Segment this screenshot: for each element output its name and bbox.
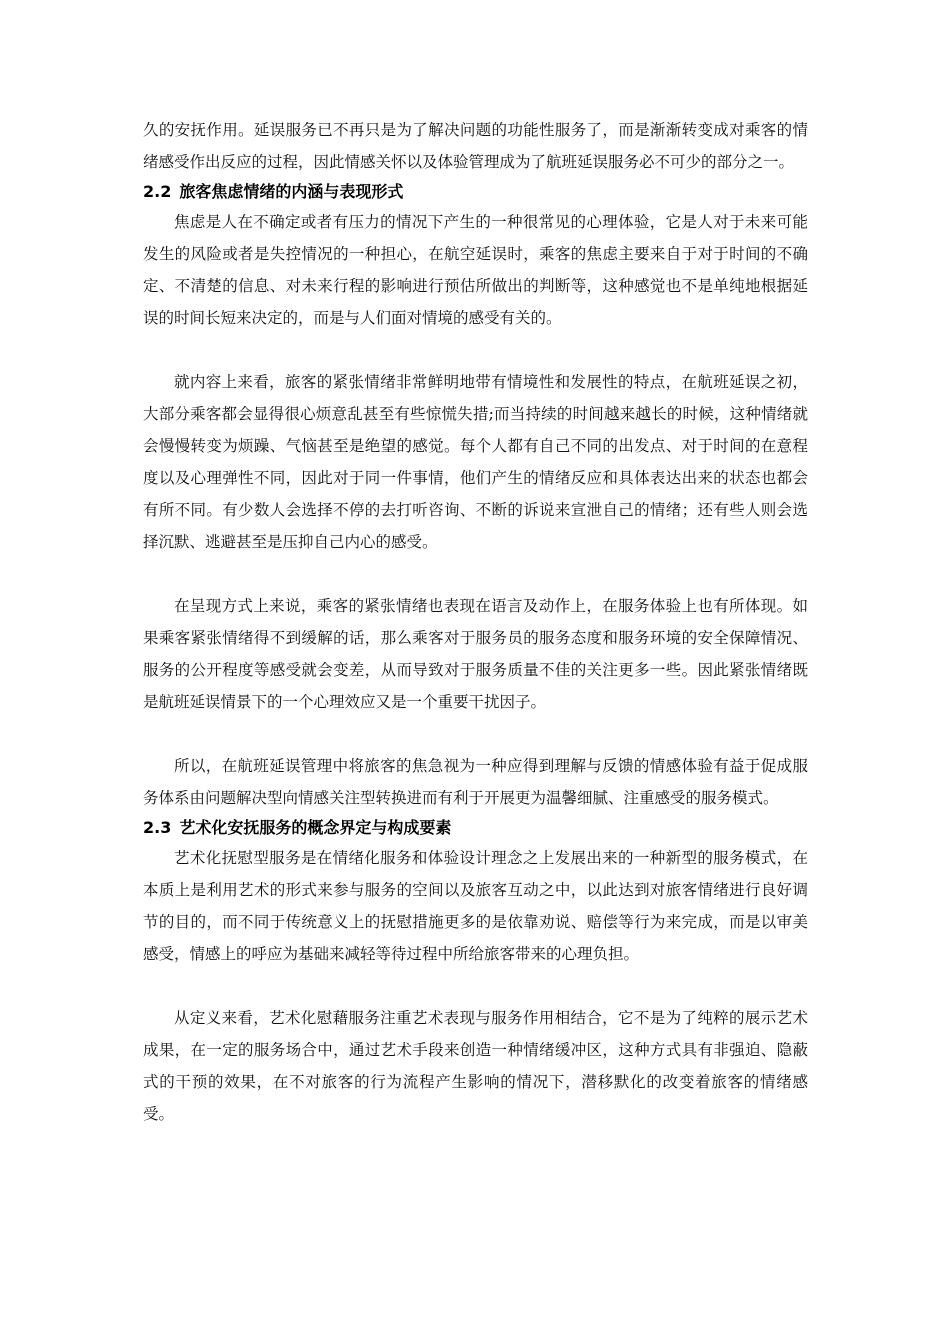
section-2-3-number: 2.3 bbox=[143, 818, 172, 837]
paragraph-spacer bbox=[143, 558, 808, 590]
section-2-3-paragraph-1: 艺术化抚慰型服务是在情绪化服务和体验设计理念之上发展出来的一种新型的服务模式，在本质上是利用艺术的形式来参与服务的空间以及旅客互动之中，以此达到对旅客情绪进行良好调节的目的，而不同于传统意义上的抚慰措施更多的是依靠劝说、赔偿等行为来完成，而是以审美感受，情感上的呼应为基础来减轻等待过程中所给旅客带来的心理负担。 bbox=[143, 849, 808, 963]
section-2-2-heading bbox=[143, 178, 808, 206]
intro-continuation-paragraph: 久的安抚作用。延误服务已不再只是为了解决问题的功能性服务了，而是渐渐转变成对乘客的情绪感受作出反应的过程，因此情感关怀以及体验管理成为了航班延误服务必不可少的部分之一。 bbox=[143, 121, 808, 171]
paragraph-spacer bbox=[143, 970, 808, 1002]
section-2-2-paragraph-2: 就内容上来看，旅客的紧张情绪非常鲜明地带有情境性和发展性的特点，在航班延误之初，大部分乘客都会显得很心烦意乱甚至有些惊慌失措;而当持续的时间越来越长的时候，这种情绪就会慢慢转变为烦躁、气恼甚至是绝望的感觉。每个人都有自己不同的出发点、对于时间的在意程度以及心理弹性不同，因此对于同一件事情，他们产生的情绪反应和具体表达出来的状态也都会有所不同。有少数人会选择不停的去打听咨询、不断的诉说来宣泄自己的情绪；还有些人则会选择沉默、逃避甚至是压抑自己内心的感受。 bbox=[143, 373, 808, 551]
section-2-2-number: 2.2 bbox=[143, 182, 172, 201]
paragraph-spacer bbox=[143, 718, 808, 750]
section-2-2-paragraph-4: 所以，在航班延误管理中将旅客的焦急视为一种应得到理解与反馈的情感体验有益于促成服务体系由问题解决型向情感关注型转换进而有利于开展更为温馨细腻、注重感受的服务模式。 bbox=[143, 757, 808, 807]
paragraph-spacer bbox=[143, 334, 808, 366]
section-2-3-heading bbox=[143, 814, 808, 842]
section-2-3-title: 艺术化安抚服务的概念界定与构成要素 bbox=[179, 818, 452, 837]
section-2-2-title: 旅客焦虑情绪的内涵与表现形式 bbox=[179, 182, 404, 201]
section-2-2-paragraph-3: 在呈现方式上来说，乘客的紧张情绪也表现在语言及动作上，在服务体验上也有所体现。如果乘客紧张情绪得不到缓解的话，那么乘客对于服务员的服务态度和服务环境的安全保障情况、服务的公开程度等感受就会变差，从而导致对于服务质量不佳的关注更多一些。因此紧张情绪既是航班延误情景下的一个心理效应又是一个重要干扰因子。 bbox=[143, 597, 808, 711]
section-2-2-paragraph-1: 焦虑是人在不确定或者有压力的情况下产生的一种很常见的心理体验，它是人对于未来可能发生的风险或者是失控情况的一种担心，在航空延误时，乘客的焦虑主要来自于对于时间的不确定、不清楚的信息、对未来行程的影响进行预估所做出的判断等，这种感觉也不是单纯地根据延误的时间长短来决定的，而是与人们面对情境的感受有关的。 bbox=[143, 213, 808, 327]
section-2-3-paragraph-2: 从定义来看，艺术化慰藉服务注重艺术表现与服务作用相结合，它不是为了纯粹的展示艺术成果，在一定的服务场合中，通过艺术手段来创造一种情绪缓冲区，这种方式具有非强迫、隐蔽式的干预的效果，在不对旅客的行为流程产生影响的情况下，潜移默化的改变着旅客的情绪感受。 bbox=[143, 1009, 808, 1123]
document-body bbox=[143, 114, 808, 1130]
